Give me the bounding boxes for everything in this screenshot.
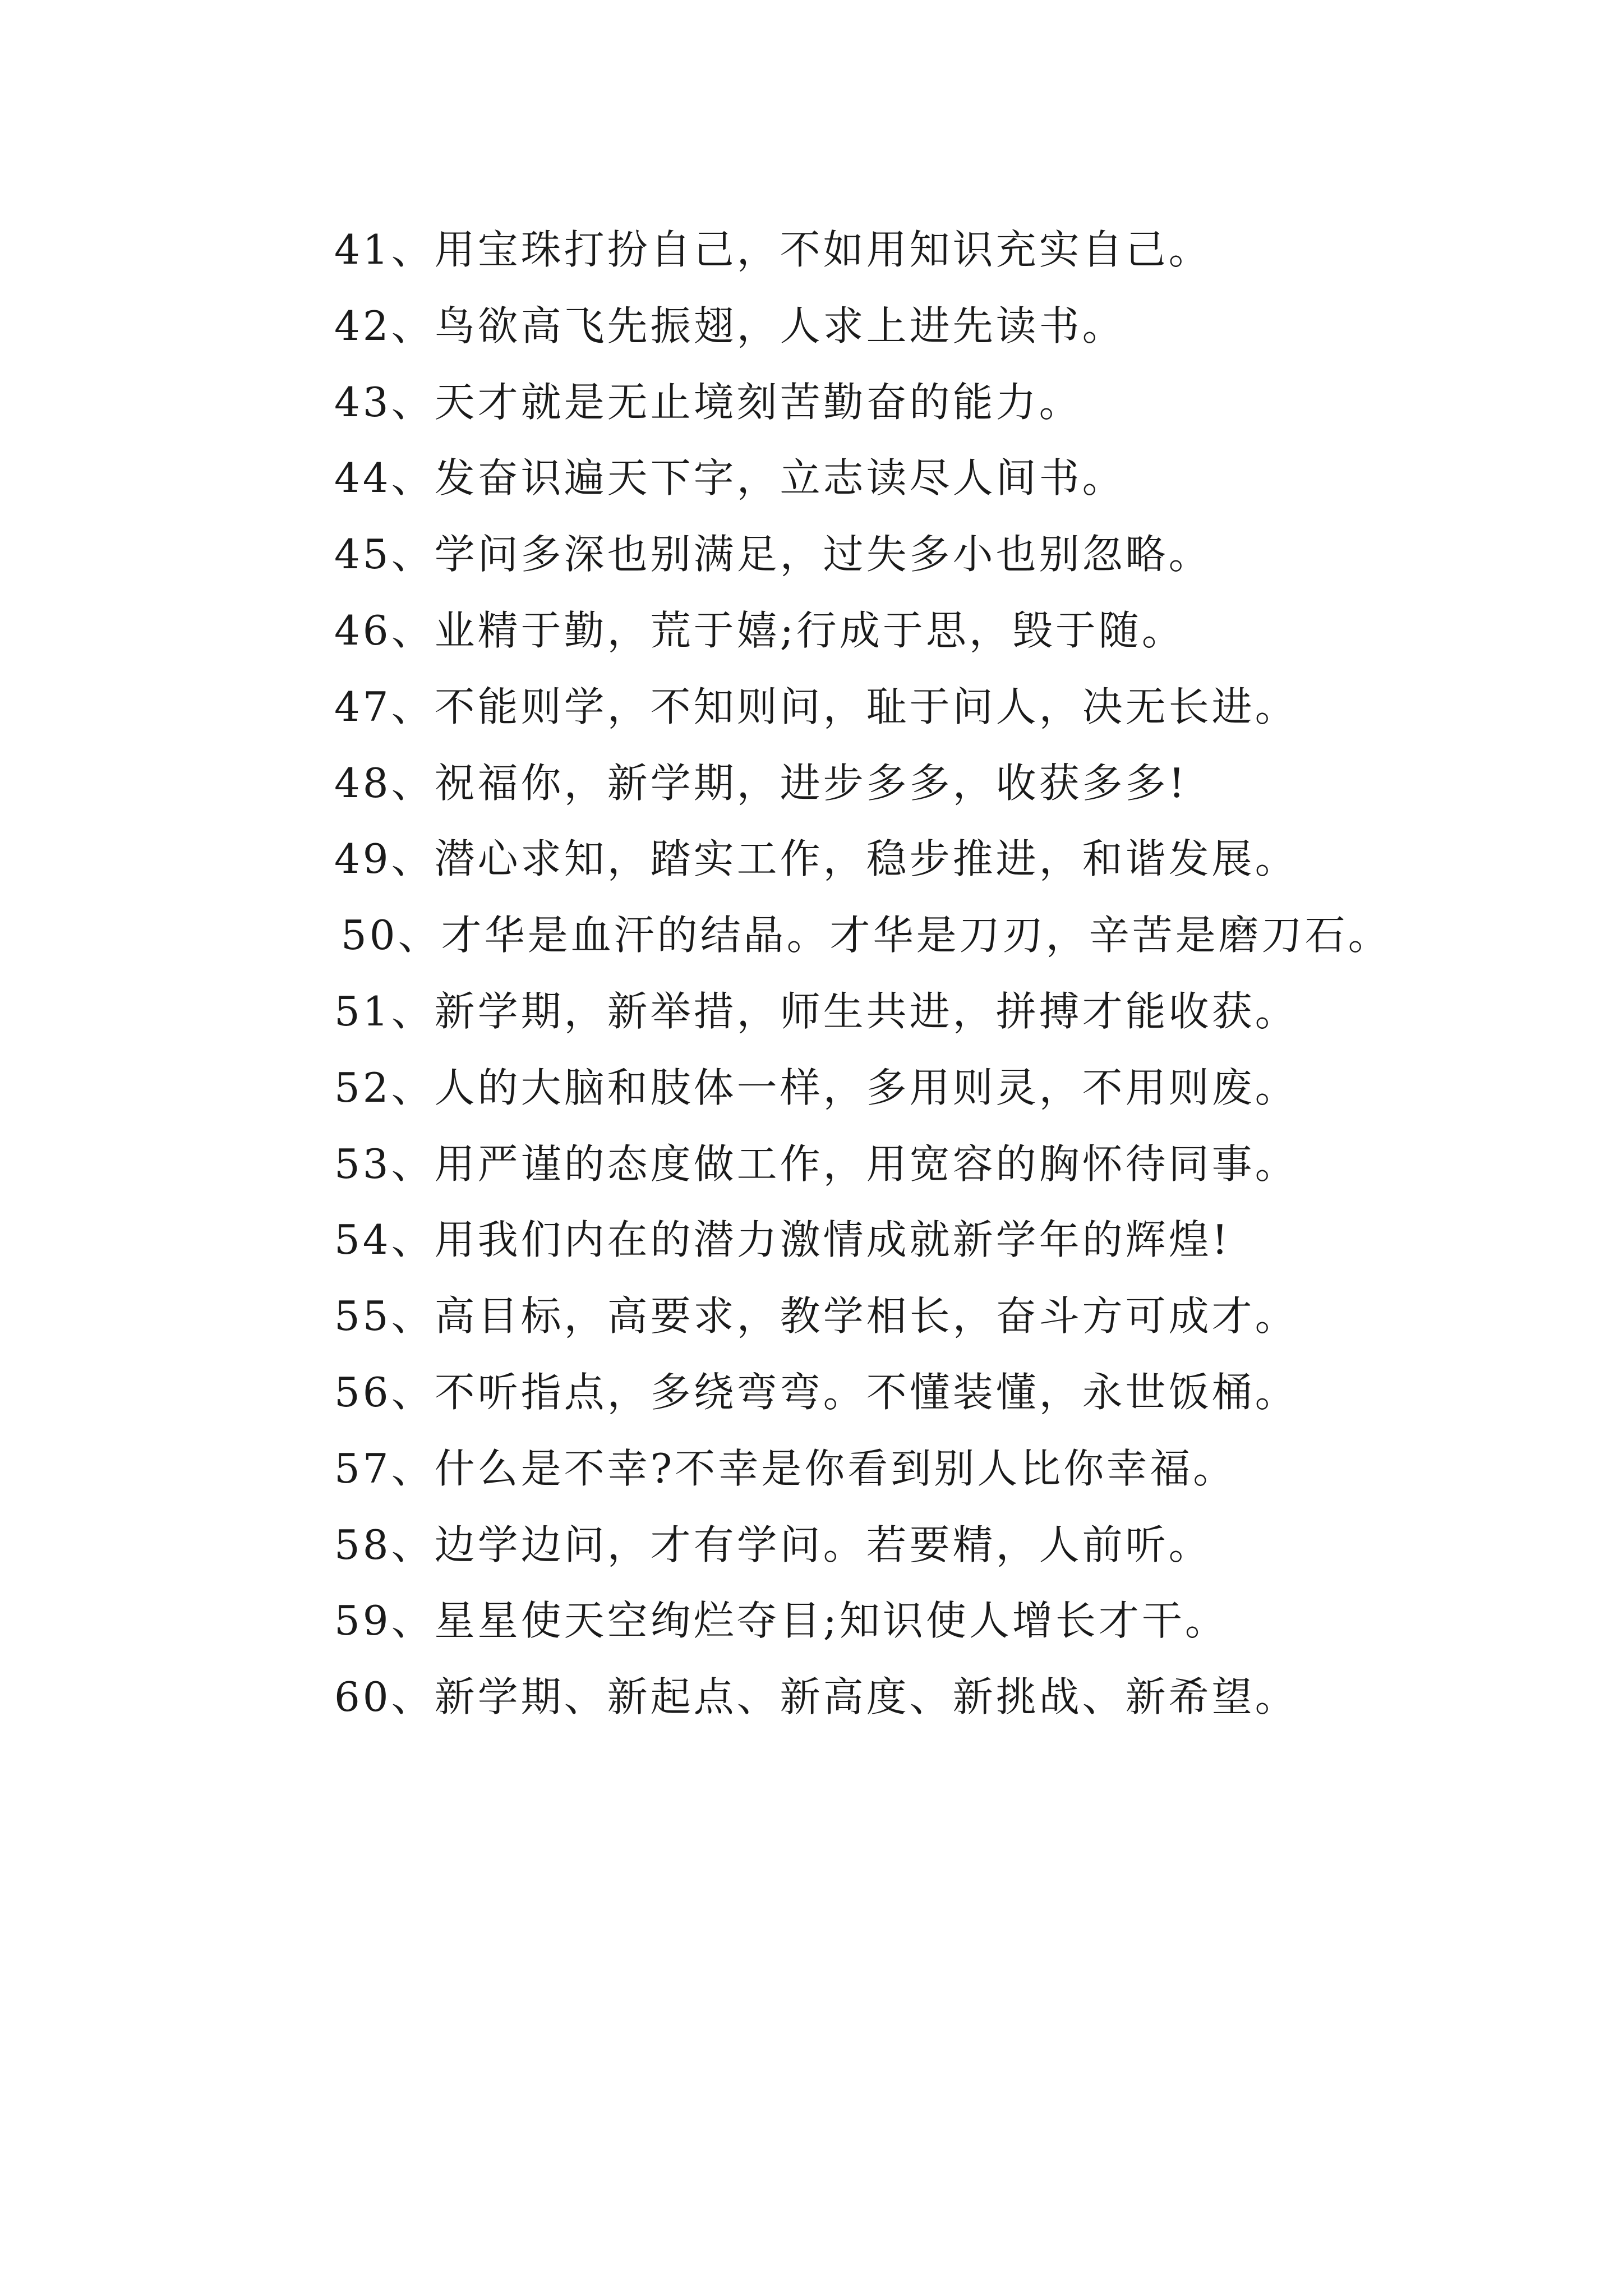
quote-line-41: 41、用宝珠打扮自己，不如用知识充实自己。	[334, 226, 1212, 273]
quote-line-43: 43、天才就是无止境刻苦勤奋的能力。	[334, 378, 1082, 426]
quote-line-46: 46、业精于勤，荒于嬉;行成于思，毁于随。	[334, 606, 1185, 654]
quote-line-44: 44、发奋识遍天下字，立志读尽人间书。	[334, 454, 1126, 502]
quote-line-60: 60、新学期、新起点、新高度、新挑战、新希望。	[334, 1673, 1298, 1721]
quote-line-48: 48、祝福你，新学期，进步多多，收获多多!	[334, 759, 1188, 807]
quote-line-50: 50、才华是血汗的结晶。才华是刀刃，辛苦是磨刀石。	[341, 912, 1391, 959]
quote-line-54: 54、用我们内在的潜力激情成就新学年的辉煌!	[334, 1216, 1231, 1264]
quote-line-59: 59、星星使天空绚烂夺目;知识使人增长才干。	[334, 1597, 1228, 1645]
quote-line-58: 58、边学边问，才有学问。若要精，人前听。	[334, 1521, 1212, 1568]
quote-line-53: 53、用严谨的态度做工作，用宽容的胸怀待同事。	[334, 1140, 1298, 1188]
quote-line-42: 42、鸟欲高飞先振翅，人求上进先读书。	[334, 302, 1126, 349]
quote-line-51: 51、新学期，新举措，师生共进，拼搏才能收获。	[334, 987, 1298, 1035]
quote-line-45: 45、学问多深也别满足，过失多小也别忽略。	[334, 531, 1212, 578]
quote-line-57: 57、什么是不幸?不幸是你看到别人比你幸福。	[334, 1444, 1237, 1492]
quote-line-49: 49、潜心求知，踏实工作，稳步推进，和谐发展。	[334, 835, 1298, 883]
quote-line-55: 55、高目标，高要求，教学相长，奋斗方可成才。	[334, 1292, 1298, 1340]
quote-line-56: 56、不听指点，多绕弯弯。不懂装懂，永世饭桶。	[334, 1368, 1298, 1416]
quote-line-52: 52、人的大脑和肢体一样，多用则灵，不用则废。	[334, 1064, 1298, 1111]
quote-list	[334, 212, 1568, 1736]
quote-line-47: 47、不能则学，不知则问，耻于问人，决无长进。	[334, 683, 1298, 730]
